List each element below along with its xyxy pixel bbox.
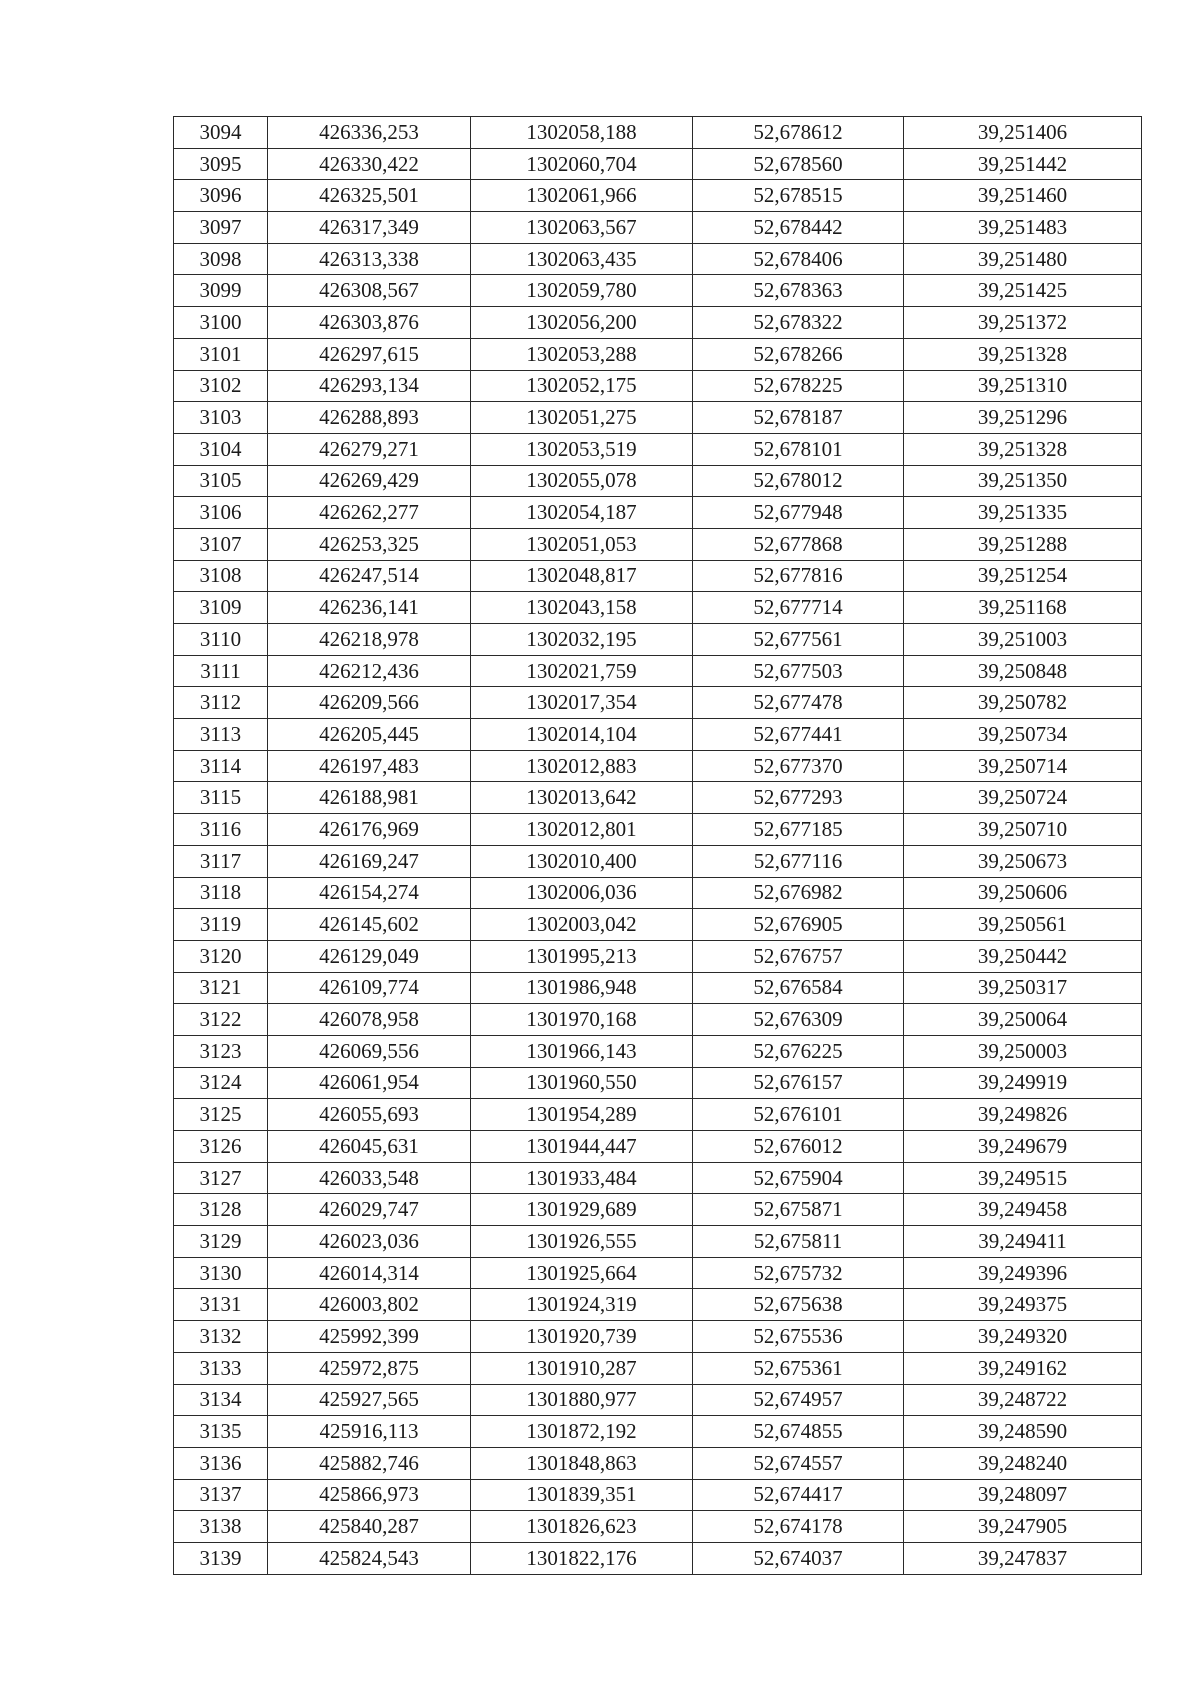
y-coordinate-cell: 1302048,817: [471, 560, 693, 592]
table-row: [174, 338, 1142, 370]
point-number-cell: 3108: [174, 560, 268, 592]
longitude-cell: 39,251003: [904, 624, 1142, 656]
longitude-cell: 39,249458: [904, 1194, 1142, 1226]
point-number-cell: 3126: [174, 1131, 268, 1163]
x-coordinate-cell: 426169,247: [268, 845, 471, 877]
latitude-cell: 52,678406: [693, 243, 904, 275]
latitude-cell: 52,678101: [693, 433, 904, 465]
longitude-cell: 39,249826: [904, 1099, 1142, 1131]
latitude-cell: 52,675871: [693, 1194, 904, 1226]
latitude-cell: 52,676584: [693, 972, 904, 1004]
point-number-cell: 3104: [174, 433, 268, 465]
longitude-cell: 39,250734: [904, 719, 1142, 751]
table-row: [174, 1194, 1142, 1226]
x-coordinate-cell: 425840,287: [268, 1511, 471, 1543]
point-number-cell: 3117: [174, 845, 268, 877]
point-number-cell: 3119: [174, 909, 268, 941]
latitude-cell: 52,677503: [693, 655, 904, 687]
longitude-cell: 39,251350: [904, 465, 1142, 497]
table-row: [174, 497, 1142, 529]
x-coordinate-cell: 426029,747: [268, 1194, 471, 1226]
y-coordinate-cell: 1302051,275: [471, 402, 693, 434]
longitude-cell: 39,251310: [904, 370, 1142, 402]
point-number-cell: 3136: [174, 1447, 268, 1479]
y-coordinate-cell: 1301929,689: [471, 1194, 693, 1226]
point-number-cell: 3128: [174, 1194, 268, 1226]
x-coordinate-cell: 426014,314: [268, 1257, 471, 1289]
table-row: [174, 1131, 1142, 1163]
y-coordinate-cell: 1302052,175: [471, 370, 693, 402]
table-row: [174, 370, 1142, 402]
latitude-cell: 52,674178: [693, 1511, 904, 1543]
table-row: [174, 814, 1142, 846]
longitude-cell: 39,251480: [904, 243, 1142, 275]
point-number-cell: 3102: [174, 370, 268, 402]
longitude-cell: 39,250673: [904, 845, 1142, 877]
table-row: [174, 1035, 1142, 1067]
point-number-cell: 3134: [174, 1384, 268, 1416]
table-row: [174, 243, 1142, 275]
y-coordinate-cell: 1301910,287: [471, 1352, 693, 1384]
y-coordinate-cell: 1302056,200: [471, 307, 693, 339]
latitude-cell: 52,678612: [693, 117, 904, 149]
longitude-cell: 39,249162: [904, 1352, 1142, 1384]
point-number-cell: 3139: [174, 1542, 268, 1574]
table-row: [174, 1479, 1142, 1511]
longitude-cell: 39,251442: [904, 148, 1142, 180]
table-row: [174, 845, 1142, 877]
latitude-cell: 52,675361: [693, 1352, 904, 1384]
latitude-cell: 52,677441: [693, 719, 904, 751]
x-coordinate-cell: 426003,802: [268, 1289, 471, 1321]
y-coordinate-cell: 1301839,351: [471, 1479, 693, 1511]
point-number-cell: 3095: [174, 148, 268, 180]
latitude-cell: 52,678322: [693, 307, 904, 339]
y-coordinate-cell: 1301920,739: [471, 1321, 693, 1353]
latitude-cell: 52,674957: [693, 1384, 904, 1416]
table-row: [174, 1226, 1142, 1258]
y-coordinate-cell: 1302006,036: [471, 877, 693, 909]
point-number-cell: 3097: [174, 212, 268, 244]
table-row: [174, 1447, 1142, 1479]
x-coordinate-cell: 426325,501: [268, 180, 471, 212]
table-row: [174, 180, 1142, 212]
latitude-cell: 52,674557: [693, 1447, 904, 1479]
x-coordinate-cell: 426308,567: [268, 275, 471, 307]
latitude-cell: 52,677478: [693, 687, 904, 719]
table-row: [174, 560, 1142, 592]
latitude-cell: 52,676982: [693, 877, 904, 909]
latitude-cell: 52,678266: [693, 338, 904, 370]
longitude-cell: 39,250606: [904, 877, 1142, 909]
coordinates-table-body: [174, 117, 1142, 1575]
x-coordinate-cell: 426313,338: [268, 243, 471, 275]
point-number-cell: 3116: [174, 814, 268, 846]
point-number-cell: 3110: [174, 624, 268, 656]
y-coordinate-cell: 1302014,104: [471, 719, 693, 751]
y-coordinate-cell: 1302003,042: [471, 909, 693, 941]
point-number-cell: 3127: [174, 1162, 268, 1194]
latitude-cell: 52,676101: [693, 1099, 904, 1131]
table-row: [174, 624, 1142, 656]
y-coordinate-cell: 1301848,863: [471, 1447, 693, 1479]
point-number-cell: 3099: [174, 275, 268, 307]
point-number-cell: 3123: [174, 1035, 268, 1067]
point-number-cell: 3113: [174, 719, 268, 751]
x-coordinate-cell: 426045,631: [268, 1131, 471, 1163]
x-coordinate-cell: 426209,566: [268, 687, 471, 719]
longitude-cell: 39,248097: [904, 1479, 1142, 1511]
point-number-cell: 3130: [174, 1257, 268, 1289]
y-coordinate-cell: 1302053,288: [471, 338, 693, 370]
table-row: [174, 275, 1142, 307]
y-coordinate-cell: 1301926,555: [471, 1226, 693, 1258]
longitude-cell: 39,251372: [904, 307, 1142, 339]
x-coordinate-cell: 426176,969: [268, 814, 471, 846]
x-coordinate-cell: 426279,271: [268, 433, 471, 465]
latitude-cell: 52,676309: [693, 1004, 904, 1036]
latitude-cell: 52,678560: [693, 148, 904, 180]
y-coordinate-cell: 1302054,187: [471, 497, 693, 529]
point-number-cell: 3124: [174, 1067, 268, 1099]
x-coordinate-cell: 425866,973: [268, 1479, 471, 1511]
latitude-cell: 52,675904: [693, 1162, 904, 1194]
table-row: [174, 655, 1142, 687]
longitude-cell: 39,251254: [904, 560, 1142, 592]
latitude-cell: 52,675811: [693, 1226, 904, 1258]
point-number-cell: 3112: [174, 687, 268, 719]
table-row: [174, 782, 1142, 814]
table-row: [174, 528, 1142, 560]
x-coordinate-cell: 426253,325: [268, 528, 471, 560]
table-row: [174, 307, 1142, 339]
latitude-cell: 52,675638: [693, 1289, 904, 1321]
longitude-cell: 39,251425: [904, 275, 1142, 307]
point-number-cell: 3106: [174, 497, 268, 529]
y-coordinate-cell: 1302032,195: [471, 624, 693, 656]
longitude-cell: 39,251168: [904, 592, 1142, 624]
point-number-cell: 3107: [174, 528, 268, 560]
y-coordinate-cell: 1301924,319: [471, 1289, 693, 1321]
table-row: [174, 1289, 1142, 1321]
longitude-cell: 39,250714: [904, 750, 1142, 782]
point-number-cell: 3103: [174, 402, 268, 434]
x-coordinate-cell: 426145,602: [268, 909, 471, 941]
longitude-cell: 39,249396: [904, 1257, 1142, 1289]
y-coordinate-cell: 1302012,801: [471, 814, 693, 846]
coordinates-table: [173, 116, 1142, 1575]
latitude-cell: 52,678515: [693, 180, 904, 212]
x-coordinate-cell: 426055,693: [268, 1099, 471, 1131]
longitude-cell: 39,249320: [904, 1321, 1142, 1353]
point-number-cell: 3135: [174, 1416, 268, 1448]
longitude-cell: 39,250782: [904, 687, 1142, 719]
x-coordinate-cell: 425824,543: [268, 1542, 471, 1574]
point-number-cell: 3120: [174, 940, 268, 972]
longitude-cell: 39,250003: [904, 1035, 1142, 1067]
y-coordinate-cell: 1302063,567: [471, 212, 693, 244]
point-number-cell: 3138: [174, 1511, 268, 1543]
x-coordinate-cell: 426154,274: [268, 877, 471, 909]
x-coordinate-cell: 426336,253: [268, 117, 471, 149]
x-coordinate-cell: 425882,746: [268, 1447, 471, 1479]
latitude-cell: 52,676225: [693, 1035, 904, 1067]
latitude-cell: 52,676157: [693, 1067, 904, 1099]
latitude-cell: 52,677561: [693, 624, 904, 656]
latitude-cell: 52,678442: [693, 212, 904, 244]
longitude-cell: 39,251328: [904, 433, 1142, 465]
table-row: [174, 940, 1142, 972]
y-coordinate-cell: 1301986,948: [471, 972, 693, 1004]
table-row: [174, 1384, 1142, 1416]
y-coordinate-cell: 1301960,550: [471, 1067, 693, 1099]
y-coordinate-cell: 1301944,447: [471, 1131, 693, 1163]
longitude-cell: 39,249679: [904, 1131, 1142, 1163]
longitude-cell: 39,249411: [904, 1226, 1142, 1258]
longitude-cell: 39,250064: [904, 1004, 1142, 1036]
table-row: [174, 1004, 1142, 1036]
x-coordinate-cell: 426023,036: [268, 1226, 471, 1258]
y-coordinate-cell: 1301954,289: [471, 1099, 693, 1131]
y-coordinate-cell: 1301872,192: [471, 1416, 693, 1448]
table-row: [174, 719, 1142, 751]
point-number-cell: 3137: [174, 1479, 268, 1511]
x-coordinate-cell: 426109,774: [268, 972, 471, 1004]
x-coordinate-cell: 426317,349: [268, 212, 471, 244]
latitude-cell: 52,677816: [693, 560, 904, 592]
latitude-cell: 52,677714: [693, 592, 904, 624]
point-number-cell: 3125: [174, 1099, 268, 1131]
x-coordinate-cell: 425916,113: [268, 1416, 471, 1448]
point-number-cell: 3114: [174, 750, 268, 782]
table-row: [174, 1542, 1142, 1574]
y-coordinate-cell: 1301880,977: [471, 1384, 693, 1416]
x-coordinate-cell: 426129,049: [268, 940, 471, 972]
y-coordinate-cell: 1302043,158: [471, 592, 693, 624]
table-row: [174, 465, 1142, 497]
latitude-cell: 52,676757: [693, 940, 904, 972]
table-row: [174, 402, 1142, 434]
x-coordinate-cell: 426297,615: [268, 338, 471, 370]
longitude-cell: 39,250317: [904, 972, 1142, 1004]
table-row: [174, 909, 1142, 941]
table-row: [174, 1162, 1142, 1194]
table-row: [174, 877, 1142, 909]
x-coordinate-cell: 426061,954: [268, 1067, 471, 1099]
latitude-cell: 52,674855: [693, 1416, 904, 1448]
longitude-cell: 39,250710: [904, 814, 1142, 846]
table-row: [174, 1099, 1142, 1131]
latitude-cell: 52,677370: [693, 750, 904, 782]
table-row: [174, 117, 1142, 149]
x-coordinate-cell: 425972,875: [268, 1352, 471, 1384]
x-coordinate-cell: 426205,445: [268, 719, 471, 751]
x-coordinate-cell: 425927,565: [268, 1384, 471, 1416]
longitude-cell: 39,248240: [904, 1447, 1142, 1479]
latitude-cell: 52,677868: [693, 528, 904, 560]
point-number-cell: 3133: [174, 1352, 268, 1384]
latitude-cell: 52,674417: [693, 1479, 904, 1511]
table-row: [174, 1321, 1142, 1353]
x-coordinate-cell: 426303,876: [268, 307, 471, 339]
table-row: [174, 1352, 1142, 1384]
point-number-cell: 3109: [174, 592, 268, 624]
longitude-cell: 39,250442: [904, 940, 1142, 972]
y-coordinate-cell: 1301822,176: [471, 1542, 693, 1574]
y-coordinate-cell: 1302012,883: [471, 750, 693, 782]
table-row: [174, 1416, 1142, 1448]
longitude-cell: 39,247905: [904, 1511, 1142, 1543]
y-coordinate-cell: 1302063,435: [471, 243, 693, 275]
latitude-cell: 52,678225: [693, 370, 904, 402]
y-coordinate-cell: 1301925,664: [471, 1257, 693, 1289]
longitude-cell: 39,250848: [904, 655, 1142, 687]
point-number-cell: 3105: [174, 465, 268, 497]
x-coordinate-cell: 426293,134: [268, 370, 471, 402]
table-row: [174, 972, 1142, 1004]
y-coordinate-cell: 1301970,168: [471, 1004, 693, 1036]
x-coordinate-cell: 426269,429: [268, 465, 471, 497]
table-row: [174, 750, 1142, 782]
y-coordinate-cell: 1302053,519: [471, 433, 693, 465]
y-coordinate-cell: 1302059,780: [471, 275, 693, 307]
longitude-cell: 39,251335: [904, 497, 1142, 529]
table-row: [174, 433, 1142, 465]
point-number-cell: 3121: [174, 972, 268, 1004]
longitude-cell: 39,248722: [904, 1384, 1142, 1416]
longitude-cell: 39,251288: [904, 528, 1142, 560]
point-number-cell: 3122: [174, 1004, 268, 1036]
y-coordinate-cell: 1302013,642: [471, 782, 693, 814]
x-coordinate-cell: 426188,981: [268, 782, 471, 814]
y-coordinate-cell: 1301826,623: [471, 1511, 693, 1543]
longitude-cell: 39,251328: [904, 338, 1142, 370]
longitude-cell: 39,247837: [904, 1542, 1142, 1574]
y-coordinate-cell: 1302021,759: [471, 655, 693, 687]
longitude-cell: 39,251483: [904, 212, 1142, 244]
x-coordinate-cell: 426247,514: [268, 560, 471, 592]
latitude-cell: 52,676905: [693, 909, 904, 941]
x-coordinate-cell: 426069,556: [268, 1035, 471, 1067]
latitude-cell: 52,675732: [693, 1257, 904, 1289]
point-number-cell: 3115: [174, 782, 268, 814]
y-coordinate-cell: 1302060,704: [471, 148, 693, 180]
x-coordinate-cell: 425992,399: [268, 1321, 471, 1353]
latitude-cell: 52,677948: [693, 497, 904, 529]
longitude-cell: 39,250724: [904, 782, 1142, 814]
longitude-cell: 39,248590: [904, 1416, 1142, 1448]
x-coordinate-cell: 426262,277: [268, 497, 471, 529]
point-number-cell: 3111: [174, 655, 268, 687]
longitude-cell: 39,249919: [904, 1067, 1142, 1099]
x-coordinate-cell: 426236,141: [268, 592, 471, 624]
y-coordinate-cell: 1302061,966: [471, 180, 693, 212]
table-row: [174, 1067, 1142, 1099]
longitude-cell: 39,249515: [904, 1162, 1142, 1194]
y-coordinate-cell: 1302010,400: [471, 845, 693, 877]
x-coordinate-cell: 426330,422: [268, 148, 471, 180]
latitude-cell: 52,677116: [693, 845, 904, 877]
x-coordinate-cell: 426212,436: [268, 655, 471, 687]
point-number-cell: 3129: [174, 1226, 268, 1258]
table-row: [174, 212, 1142, 244]
point-number-cell: 3118: [174, 877, 268, 909]
longitude-cell: 39,251460: [904, 180, 1142, 212]
y-coordinate-cell: 1302051,053: [471, 528, 693, 560]
x-coordinate-cell: 426218,978: [268, 624, 471, 656]
point-number-cell: 3100: [174, 307, 268, 339]
latitude-cell: 52,677185: [693, 814, 904, 846]
latitude-cell: 52,678187: [693, 402, 904, 434]
table-row: [174, 148, 1142, 180]
y-coordinate-cell: 1301966,143: [471, 1035, 693, 1067]
x-coordinate-cell: 426078,958: [268, 1004, 471, 1036]
table-row: [174, 592, 1142, 624]
y-coordinate-cell: 1301933,484: [471, 1162, 693, 1194]
y-coordinate-cell: 1301995,213: [471, 940, 693, 972]
latitude-cell: 52,677293: [693, 782, 904, 814]
point-number-cell: 3098: [174, 243, 268, 275]
table-row: [174, 1511, 1142, 1543]
y-coordinate-cell: 1302017,354: [471, 687, 693, 719]
point-number-cell: 3101: [174, 338, 268, 370]
point-number-cell: 3131: [174, 1289, 268, 1321]
latitude-cell: 52,676012: [693, 1131, 904, 1163]
x-coordinate-cell: 426033,548: [268, 1162, 471, 1194]
point-number-cell: 3132: [174, 1321, 268, 1353]
y-coordinate-cell: 1302058,188: [471, 117, 693, 149]
latitude-cell: 52,678012: [693, 465, 904, 497]
longitude-cell: 39,251296: [904, 402, 1142, 434]
longitude-cell: 39,251406: [904, 117, 1142, 149]
point-number-cell: 3096: [174, 180, 268, 212]
y-coordinate-cell: 1302055,078: [471, 465, 693, 497]
x-coordinate-cell: 426197,483: [268, 750, 471, 782]
point-number-cell: 3094: [174, 117, 268, 149]
x-coordinate-cell: 426288,893: [268, 402, 471, 434]
table-row: [174, 687, 1142, 719]
latitude-cell: 52,674037: [693, 1542, 904, 1574]
latitude-cell: 52,675536: [693, 1321, 904, 1353]
longitude-cell: 39,249375: [904, 1289, 1142, 1321]
longitude-cell: 39,250561: [904, 909, 1142, 941]
table-row: [174, 1257, 1142, 1289]
latitude-cell: 52,678363: [693, 275, 904, 307]
